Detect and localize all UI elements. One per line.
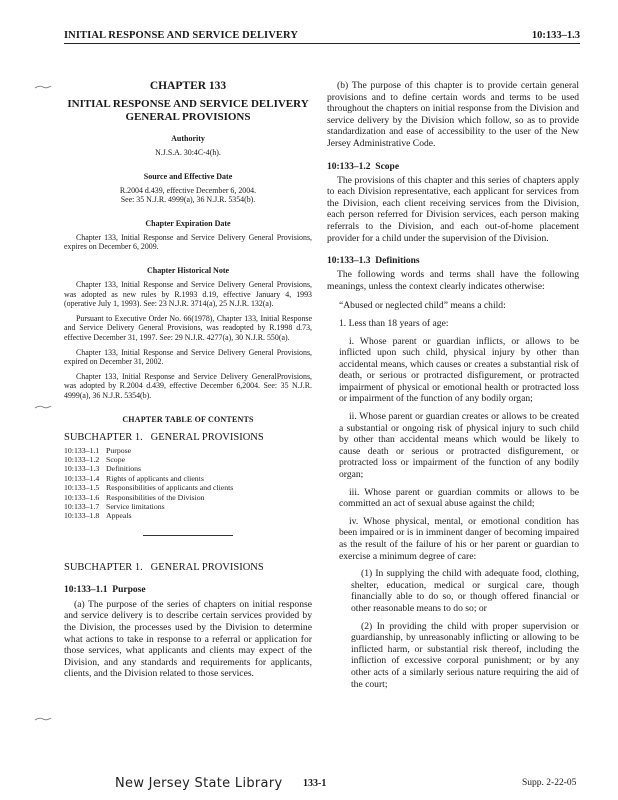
header-section: 10:133–1.3 — [531, 30, 580, 41]
toc-row[interactable]: 10:133–1.6 Responsibilities of the Division — [64, 492, 205, 502]
authority-heading: Authority — [171, 134, 205, 143]
list-item-i: i. Whose parent or guardian inflicts, or allows to be inflicted upon such child, physical injury by other than accidental means, which causes or creates a substantial risk of death, or serious or protracted disfigurement, or protracted impairment of physical or emotional health or protracted loss or impairment of the function of any bodily organ; — [339, 335, 579, 405]
toc-row[interactable]: 10:133–1.7 Service limitations — [64, 501, 165, 511]
definition-abused-child: “Abused or neglected child” means a child: — [339, 300, 506, 312]
library-stamp: New Jersey State Library — [115, 776, 283, 791]
history-note-2: Pursuant to Executive Order No. 66(1978), Chapter 133, Initial Response and Service Delivery General Provisions, was readopted by R.1998 d.73, effective December 31, 1997. See: 29 N.J.R. 4277(a), 30 N.J.R. 550(a). — [64, 313, 312, 342]
list-item-ii: ii. Whose parent or guardian creates or allows to be created a substantial or ongoing risk of physical injury to such child by other than accidental means which would be likely to cause death or serious or protracted disfigurement, or protracted loss or impairment of the function of any bodily organ; — [339, 411, 579, 481]
table-of-contents — [64, 446, 312, 521]
list-item-iv: iv. Whose physical, mental, or emotional condition has been impaired or is in imminent danger of becoming impaired as the result of the failure of his or her parent or guardian to exercise a minimum degree of care: — [339, 515, 579, 562]
margin-mark — [34, 716, 52, 722]
history-note-1: Chapter 133, Initial Response and Service Delivery General Provisions, was adopted as new rules by R.1993 d.19, effective January 4, 1993 (operative July 1, 1993). See: 23 N.J.R. 3714(a), 25 N.J.R. 132(a). — [64, 279, 312, 309]
section-title: Purpose — [112, 584, 146, 595]
toc-row[interactable]: 10:133–1.2 Scope — [64, 454, 126, 464]
authority-text: N.J.S.A. 30:4C-4(h). — [155, 148, 221, 157]
source-text-1: R.2004 d.439, effective December 6, 2004. — [119, 185, 257, 195]
toc-row[interactable]: 10:133–1.1 Purpose — [64, 445, 132, 455]
list-item-iv-2: (2) In providing the child with proper supervision or guardianship, by unreasonably inflicting or allowing to be inflicted harm, or substantial risk thereof, including the infliction of excessive corporal punishment; or by any other acts of a similarly serious nature requiring the aid of the court; — [351, 620, 579, 690]
list-item-iv-1: (1) In supplying the child with adequate food, clothing, shelter, education, medical or surgical care, though financially able to do so, or though offered financial or other reasonable means to do so; or — [351, 568, 579, 614]
history-note-4: Chapter 133, Initial Response and Service Delivery GeneralProvisions, was adopted by R.2004 d.439, effective December 6,2004. See: 35 N.J.R. 4999(a), 36 N.J.R. 5354(b). — [64, 371, 312, 400]
chapter-title: INITIAL RESPONSE AND SERVICE DELIVERY GENERAL PROVISIONS — [67, 98, 309, 123]
history-note-3: Chapter 133, Initial Response and Service Delivery General Provisions, expired on December 31, 2002. — [64, 347, 312, 367]
toc-row[interactable]: 10:133–1.4 Rights of applicants and clients — [64, 473, 204, 483]
section-1-2-text: The provisions of this chapter and this series of chapters apply to each Division representative, each applicant for services from the Division, each client receiving services from the Division, each person referred for Division services, each person making referrals to the Division, and each out-of-home placement provider for a child under the supervision of the Division. — [327, 174, 579, 244]
running-header — [64, 28, 580, 44]
toc-row[interactable]: 10:133–1.8 Appeals — [64, 511, 132, 521]
section-divider — [143, 535, 233, 536]
section-1-1-b: (b) The purpose of this chapter is to provide certain general provisions and to define certain words and terms to be used throughout the chapters on initial response from the Division and service delivery by the Division which follow, so as to provide standardization and ease of accessibility to the user of the New Jersey Administrative Code. — [327, 80, 579, 149]
section-1-3-heading — [327, 256, 579, 266]
toc-row[interactable]: 10:133–1.3 Definitions — [64, 464, 142, 474]
section-1-2-heading — [327, 162, 579, 172]
supplement-date: Supp. 2-22-05 — [522, 778, 577, 788]
page-number: 133-1 — [303, 778, 327, 789]
section-number: 10:133–1.2 — [327, 161, 371, 172]
margin-mark — [34, 84, 52, 90]
section-1-1-a: (a) The purpose of the series of chapters on initial response and service delivery is to describe certain services provided by the Division, the processes used by the Division to determine what actions to take in response to a referral or application for those services, what applicants and clients may expect of the Division, and any standards and requirements for applicants, clients, and the Division related to those services. — [64, 598, 312, 680]
expiration-text: Chapter 133, Initial Response and Service Delivery General Provisions, expires on December 6, 2009. — [64, 232, 312, 252]
source-heading: Source and Effective Date — [143, 171, 233, 181]
left-column — [64, 80, 312, 680]
toc-row[interactable]: 10:133–1.5 Responsibilities of applicants and clients — [64, 483, 234, 493]
expiration-heading: Chapter Expiration Date — [145, 218, 231, 228]
section-1-3-text: The following words and terms shall have the following meanings, unless the context clearly indicates otherwise: — [327, 269, 579, 292]
section-title: Definitions — [375, 256, 420, 267]
toc-title: CHAPTER TABLE OF CONTENTS — [122, 414, 254, 424]
margin-mark — [34, 404, 52, 410]
section-title: Scope — [375, 161, 400, 172]
list-item-1: 1. Less than 18 years of age: — [339, 317, 449, 329]
source-text-2: See: 35 N.J.R. 4999(a), 36 N.J.R. 5354(b). — [120, 195, 256, 205]
list-item-iii: iii. Whose parent or guardian commits or allows to be committed an act of sexual abuse against the child; — [339, 486, 579, 510]
chapter-number: CHAPTER 133 — [149, 80, 227, 92]
subchapter-heading: SUBCHAPTER 1. GENERAL PROVISIONS — [64, 561, 264, 573]
section-1-1-heading — [64, 585, 312, 595]
history-heading: Chapter Historical Note — [146, 265, 230, 275]
section-number: 10:133–1.1 — [64, 584, 108, 595]
toc-subchapter: SUBCHAPTER 1. GENERAL PROVISIONS — [64, 431, 264, 443]
right-column — [327, 80, 579, 690]
header-title: INITIAL RESPONSE AND SERVICE DELIVERY — [64, 30, 299, 41]
section-number: 10:133–1.3 — [327, 256, 371, 267]
